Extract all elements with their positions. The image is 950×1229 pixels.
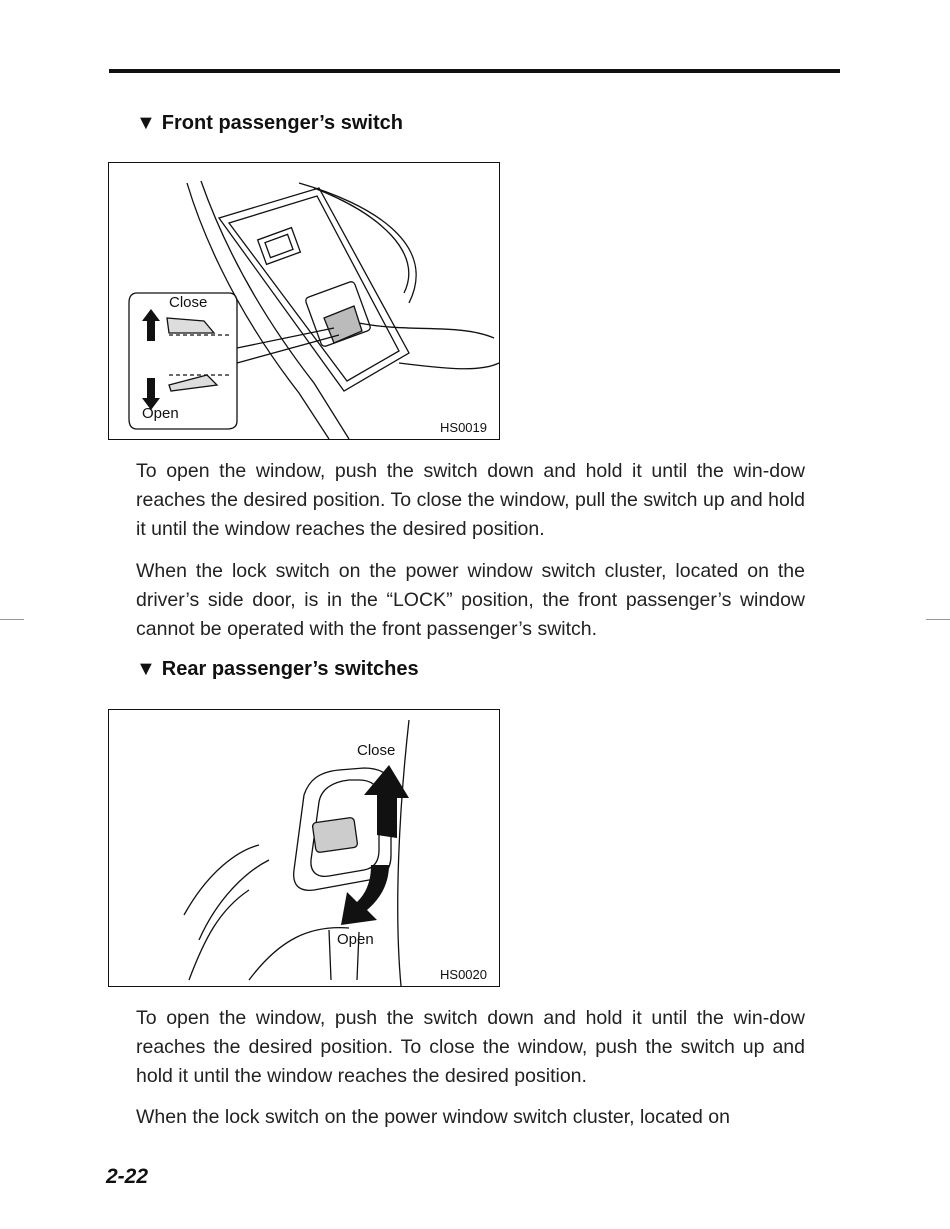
figure-label-open: Open xyxy=(142,405,179,422)
figure-label-close: Close xyxy=(357,742,396,759)
triangle-down-icon: ▼ xyxy=(136,658,156,680)
paragraph-rear-1: To open the window, push the switch down and hold it until the win-dow reaches the desired position. To close the window, push the switch up and hold it until the window reaches the desired position. xyxy=(136,1007,805,1087)
paragraph-front-2: When the lock switch on the power window switch cluster, located on the driver’s side door, is in the “LOCK” position, the front passenger’s window cannot be operated with the front passenger’s switch. xyxy=(136,560,805,640)
figure-code: HS0019 xyxy=(440,420,487,435)
figure-front-switch xyxy=(108,162,500,440)
figure-rear-switch xyxy=(108,709,500,987)
paragraph-front-1: To open the window, push the switch down and hold it until the win-dow reaches the desired position. To close the window, pull the switch up and hold it until the window reaches the desired position. xyxy=(136,460,805,540)
front-switch-illustration xyxy=(109,163,499,439)
paragraph-rear-2: When the lock switch on the power window switch cluster, located on xyxy=(136,1106,730,1128)
figure-code: HS0020 xyxy=(440,967,487,982)
figure-label-open: Open xyxy=(337,931,374,948)
rear-switch-illustration xyxy=(109,710,499,986)
page-number: 2-22 xyxy=(106,1165,149,1188)
crop-mark-left xyxy=(0,619,24,620)
section-heading-front: ▼ Front passenger’s switch xyxy=(136,112,403,134)
triangle-down-icon: ▼ xyxy=(136,112,156,134)
top-rule xyxy=(109,69,840,73)
figure-label-close: Close xyxy=(169,294,208,311)
crop-mark-right xyxy=(926,619,950,620)
section-heading-rear: ▼ Rear passenger’s switches xyxy=(136,658,419,680)
